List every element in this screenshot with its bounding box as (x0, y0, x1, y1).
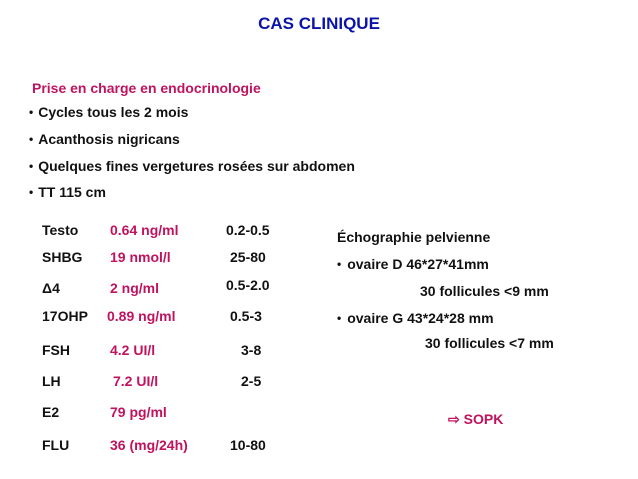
bullet-icon: • (337, 257, 342, 271)
lab-name-lh: LH (42, 373, 61, 389)
bullet-item-tour-de-taille (29, 184, 106, 200)
lab-value-delta4: 2 ng/ml (110, 280, 160, 296)
lab-value-e2: 79 pg/ml (110, 404, 167, 420)
echo-left-label: ovaire G 43*24*28 mm (347, 310, 494, 326)
conclusion (448, 411, 503, 428)
bullet-text: Acanthosis nigricans (38, 131, 180, 147)
lab-range-flu: 10-80 (230, 437, 266, 453)
echo-right-ovary (337, 256, 489, 272)
lab-value-shbg: 19 nmol/l (110, 249, 171, 265)
lab-name-e2: E2 (42, 404, 60, 420)
section-subtitle: Prise en charge en endocrinologie (32, 80, 261, 96)
arrow-right-icon: ⇨ (448, 411, 460, 427)
bullet-item-cycles (29, 104, 188, 120)
lab-value-fsh: 4.2 UI/l (110, 342, 156, 358)
lab-value-flu: 36 (mg/24h) (110, 437, 188, 453)
bullet-text: TT 115 cm (38, 184, 106, 200)
lab-name-delta4: Δ4 (42, 280, 60, 296)
echo-title: Échographie pelvienne (337, 229, 491, 245)
lab-name-testo: Testo (42, 222, 79, 238)
lab-name-shbg: SHBG (42, 249, 83, 265)
slide-title: CAS CLINIQUE (258, 14, 380, 33)
bullet-item-acanthosis (29, 131, 180, 147)
bullet-icon: • (337, 311, 342, 325)
bullet-text: Cycles tous les 2 mois (38, 104, 189, 120)
bullet-text: Quelques fines vergetures rosées sur abdomen (38, 158, 355, 174)
bullet-icon: • (29, 132, 34, 146)
conclusion-text: SOPK (463, 411, 504, 427)
bullet-icon: • (29, 159, 34, 173)
bullet-icon: • (29, 105, 34, 119)
lab-name-fsh: FSH (42, 342, 70, 358)
bullet-item-vergetures (29, 158, 355, 174)
lab-range-shbg: 25-80 (230, 249, 266, 265)
lab-range-delta4: 0.5-2.0 (226, 277, 270, 293)
echo-left-follicles: 30 follicules <7 mm (425, 335, 554, 351)
bullet-icon: • (29, 185, 34, 199)
lab-name-17ohp: 17OHP (42, 308, 88, 324)
lab-range-testo: 0.2-0.5 (226, 222, 270, 238)
lab-value-testo: 0.64 ng/ml (110, 222, 179, 238)
lab-name-flu: FLU (42, 437, 70, 453)
echo-right-label: ovaire D 46*27*41mm (347, 256, 489, 272)
lab-range-fsh: 3-8 (241, 342, 262, 358)
echo-left-ovary (337, 310, 494, 326)
lab-range-lh: 2-5 (241, 373, 262, 389)
echo-right-follicles: 30 follicules <9 mm (420, 283, 549, 299)
lab-value-17ohp: 0.89 ng/ml (107, 308, 176, 324)
lab-value-lh: 7.2 UI/l (113, 373, 159, 389)
lab-range-17ohp: 0.5-3 (230, 308, 262, 324)
